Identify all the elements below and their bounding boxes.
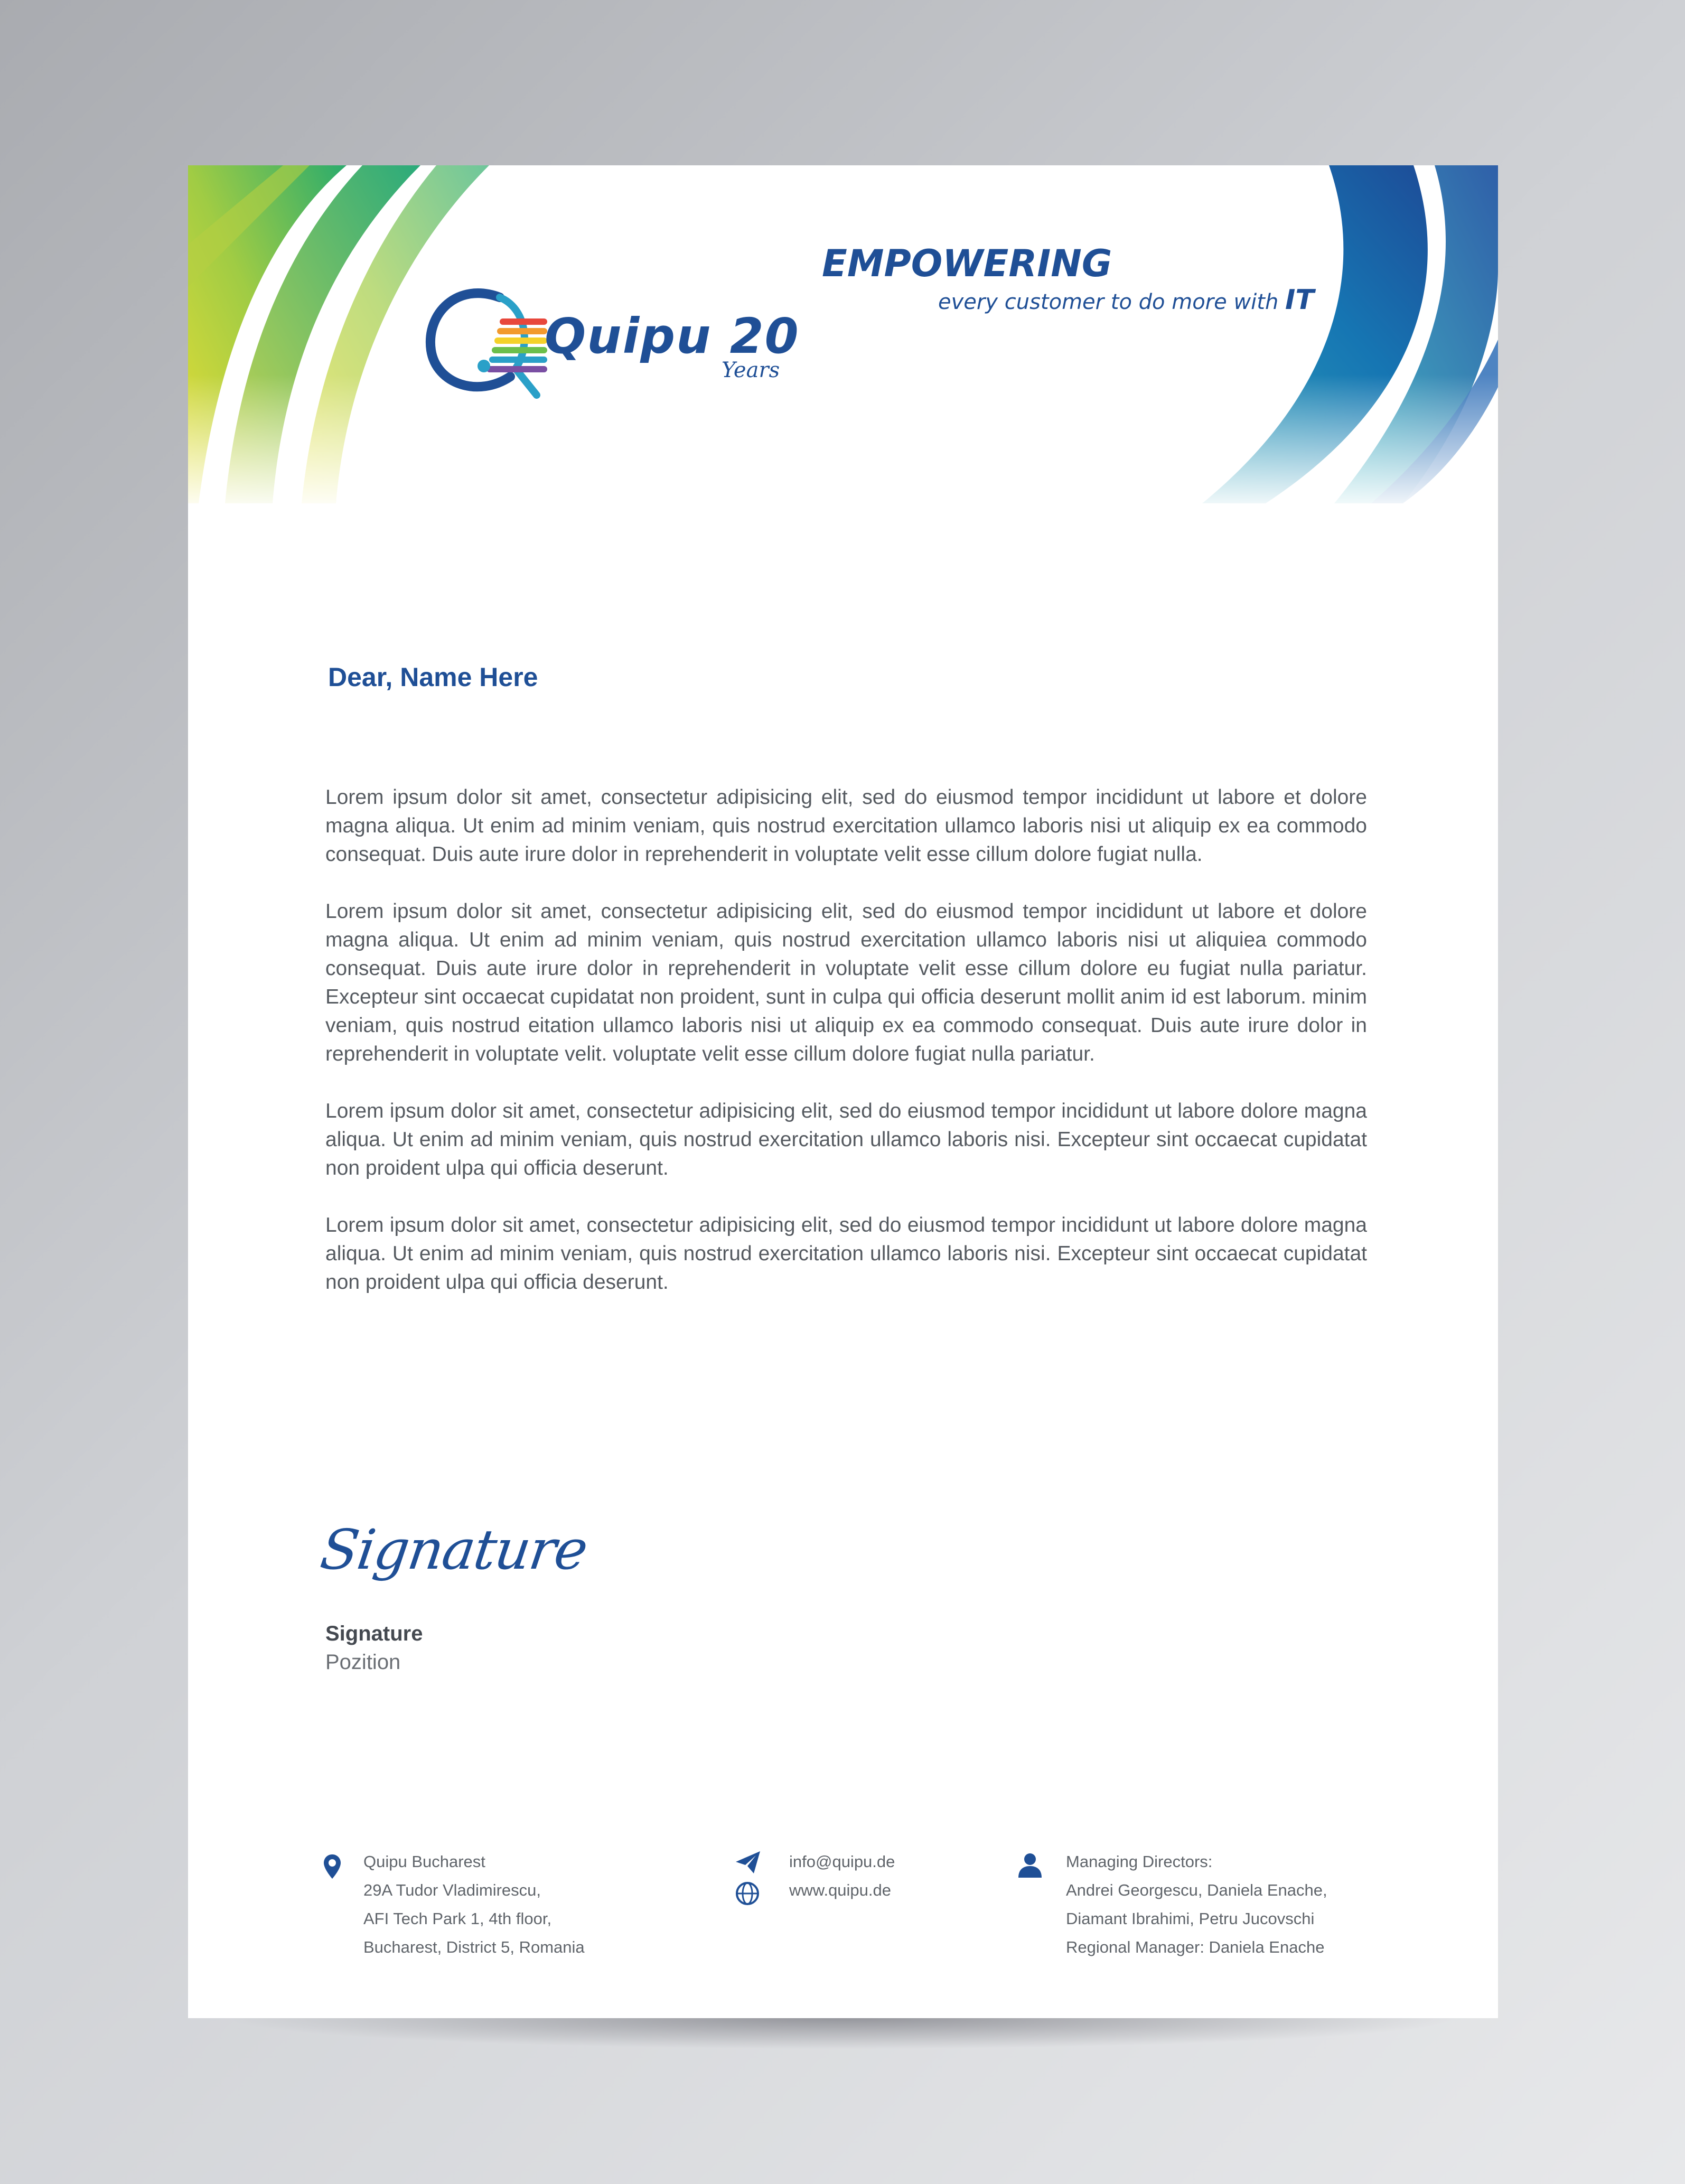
address-line: AFI Tech Park 1, 4th floor, bbox=[363, 1909, 552, 1928]
body-paragraph: Lorem ipsum dolor sit amet, consectetur adipisicing elit, sed do eiusmod tempor incididunt ut labore et dolore magna aliqua. Ut enim ad minim veniam, quis nostrud exercitation ullamco laboris nisi ut aliquiea commodo consequat. Duis aute irure dolor in reprehenderit in voluptate velit esse cillum dolore eu fugiat nulla pariatur. Excepteur sint occaecat cupidatat non proident, sunt in culpa qui officia deserunt mollit anim id est laborum. minim veniam, quis nostrud eitation ullamco laboris nisi ut aliquip ex ea commodo consequat. Duis aute irure dolor in reprehenderit in voluptate velit. voluptate velit esse cillum dolore fugiat nulla pariatur. bbox=[325, 900, 1367, 1065]
letterhead-page bbox=[188, 165, 1498, 2018]
location-pin-icon bbox=[323, 1853, 342, 1880]
header-decoration bbox=[188, 165, 1498, 535]
directors-line: Regional Manager: Daniela Enache bbox=[1066, 1938, 1325, 1956]
tagline-title: EMPOWERING bbox=[822, 242, 1112, 285]
directors-line: Andrei Georgescu, Daniela Enache, bbox=[1066, 1881, 1327, 1899]
signature-position: Pozition bbox=[325, 1651, 401, 1674]
person-icon bbox=[1017, 1852, 1043, 1879]
signature-handwriting: Signature bbox=[316, 1517, 591, 1582]
globe-icon bbox=[735, 1881, 760, 1906]
address-line: Bucharest, District 5, Romania bbox=[363, 1938, 585, 1956]
footer-address bbox=[363, 1848, 585, 1962]
letter-body bbox=[325, 783, 1367, 1325]
body-paragraph: Lorem ipsum dolor sit amet, consectetur adipisicing elit, sed do eiusmod tempor incididunt ut labore dolore magna aliqua. Ut enim ad minim veniam, quis nostrud exercitation ullamco laboris nisi. Excepteur sint occaecat cupidatat non proident ulpa qui officia deserunt. bbox=[325, 1214, 1367, 1293]
logo-wordmark: Quipu 20 bbox=[545, 308, 800, 364]
tagline-emphasis: IT bbox=[1285, 284, 1314, 316]
directors-line: Diamant Ibrahimi, Petru Jucovschi bbox=[1066, 1909, 1315, 1928]
body-paragraph: Lorem ipsum dolor sit amet, consectetur adipisicing elit, sed do eiusmod tempor incididunt ut labore dolore magna aliqua. Ut enim ad minim veniam, quis nostrud exercitation ullamco laboris nisi. Excepteur sint occaecat cupidatat non proident ulpa qui officia deserunt. bbox=[325, 1100, 1367, 1179]
body-paragraph: Lorem ipsum dolor sit amet, consectetur adipisicing elit, sed do eiusmod tempor incididunt ut labore et dolore magna aliqua. Ut enim ad minim veniam, quis nostrud exercitation ullamco laboris nisi ut aliquip ex ea commodo consequat. Duis aute irure dolor in reprehenderit in voluptate velit esse cillum dolore fugiat nulla. bbox=[325, 786, 1367, 866]
tagline-subtitle-text: every customer to do more with bbox=[938, 290, 1279, 314]
paper-plane-icon bbox=[735, 1850, 761, 1874]
logo-years: Years bbox=[722, 358, 780, 382]
contact-email[interactable]: info@quipu.de bbox=[789, 1852, 895, 1871]
footer-directors bbox=[1066, 1848, 1327, 1962]
footer-contact bbox=[789, 1848, 895, 1905]
tagline-subtitle bbox=[938, 284, 1314, 316]
contact-website[interactable]: www.quipu.de bbox=[789, 1881, 892, 1899]
address-line: Quipu Bucharest bbox=[363, 1852, 485, 1871]
address-line: 29A Tudor Vladimirescu, bbox=[363, 1881, 541, 1899]
letter-greeting: Dear, Name Here bbox=[328, 662, 538, 692]
signature-name: Signature bbox=[325, 1622, 423, 1645]
directors-line: Managing Directors: bbox=[1066, 1852, 1213, 1871]
